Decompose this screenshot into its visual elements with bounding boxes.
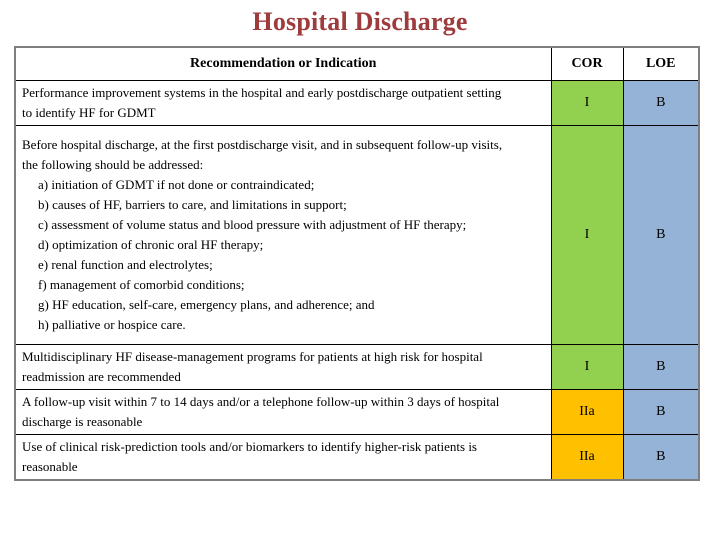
column-header-loe: LOE	[623, 47, 699, 80]
loe-cell: B	[623, 125, 699, 344]
table-row	[15, 344, 699, 389]
recommendation-cell	[15, 434, 551, 480]
column-header-cor: COR	[551, 47, 623, 80]
loe-cell: B	[623, 434, 699, 480]
column-header-recommendation: Recommendation or Indication	[15, 47, 551, 80]
recommendation-text: Before hospital discharge, at the first postdischarge visit, and in subsequent follow-up visits, the following should be addressed:	[22, 136, 503, 172]
recommendation-cell	[15, 344, 551, 389]
cor-cell: I	[551, 344, 623, 389]
cor-cell: IIa	[551, 434, 623, 480]
table-row	[15, 389, 699, 434]
page-title: Hospital Discharge	[252, 7, 468, 36]
loe-cell: B	[623, 80, 699, 125]
recommendation-cell	[15, 80, 551, 125]
cor-cell: IIa	[551, 389, 623, 434]
recommendation-text: A follow-up visit within 7 to 14 days and/or a telephone follow-up within 3 days of hospital discharge is reasonable	[22, 393, 500, 429]
table-row	[15, 125, 699, 344]
recommendation-text: Use of clinical risk-prediction tools and/or biomarkers to identify higher-risk patients is reasonable	[22, 438, 477, 474]
loe-cell: B	[623, 344, 699, 389]
recommendation-cell	[15, 125, 551, 344]
recommendation-cell	[15, 389, 551, 434]
cor-cell: I	[551, 80, 623, 125]
table-row	[15, 434, 699, 480]
loe-cell: B	[623, 389, 699, 434]
table-header-row	[15, 47, 699, 80]
recommendation-text: Performance improvement systems in the hospital and early postdischarge outpatient setting to identify HF for GDMT	[22, 84, 502, 120]
recommendations-table	[14, 46, 700, 481]
recommendation-text: Multidisciplinary HF disease-management programs for patients at high risk for hospital readmission are recommended	[22, 348, 483, 384]
cor-cell: I	[551, 125, 623, 344]
table-row	[15, 80, 699, 125]
recommendation-subitems: a) initiation of GDMT if not done or contraindicated; b) causes of HF, barriers to care, and limitations in support; c) assessment of volume status and blood pressure with adjustment of HF therapy; d) optimization of chronic oral HF therapy; e) renal function and electrolytes; f) management of comorbid conditions; g) HF education, self-care, emergency plans, and adherence; and h) palliative or hospice care.	[38, 176, 467, 332]
